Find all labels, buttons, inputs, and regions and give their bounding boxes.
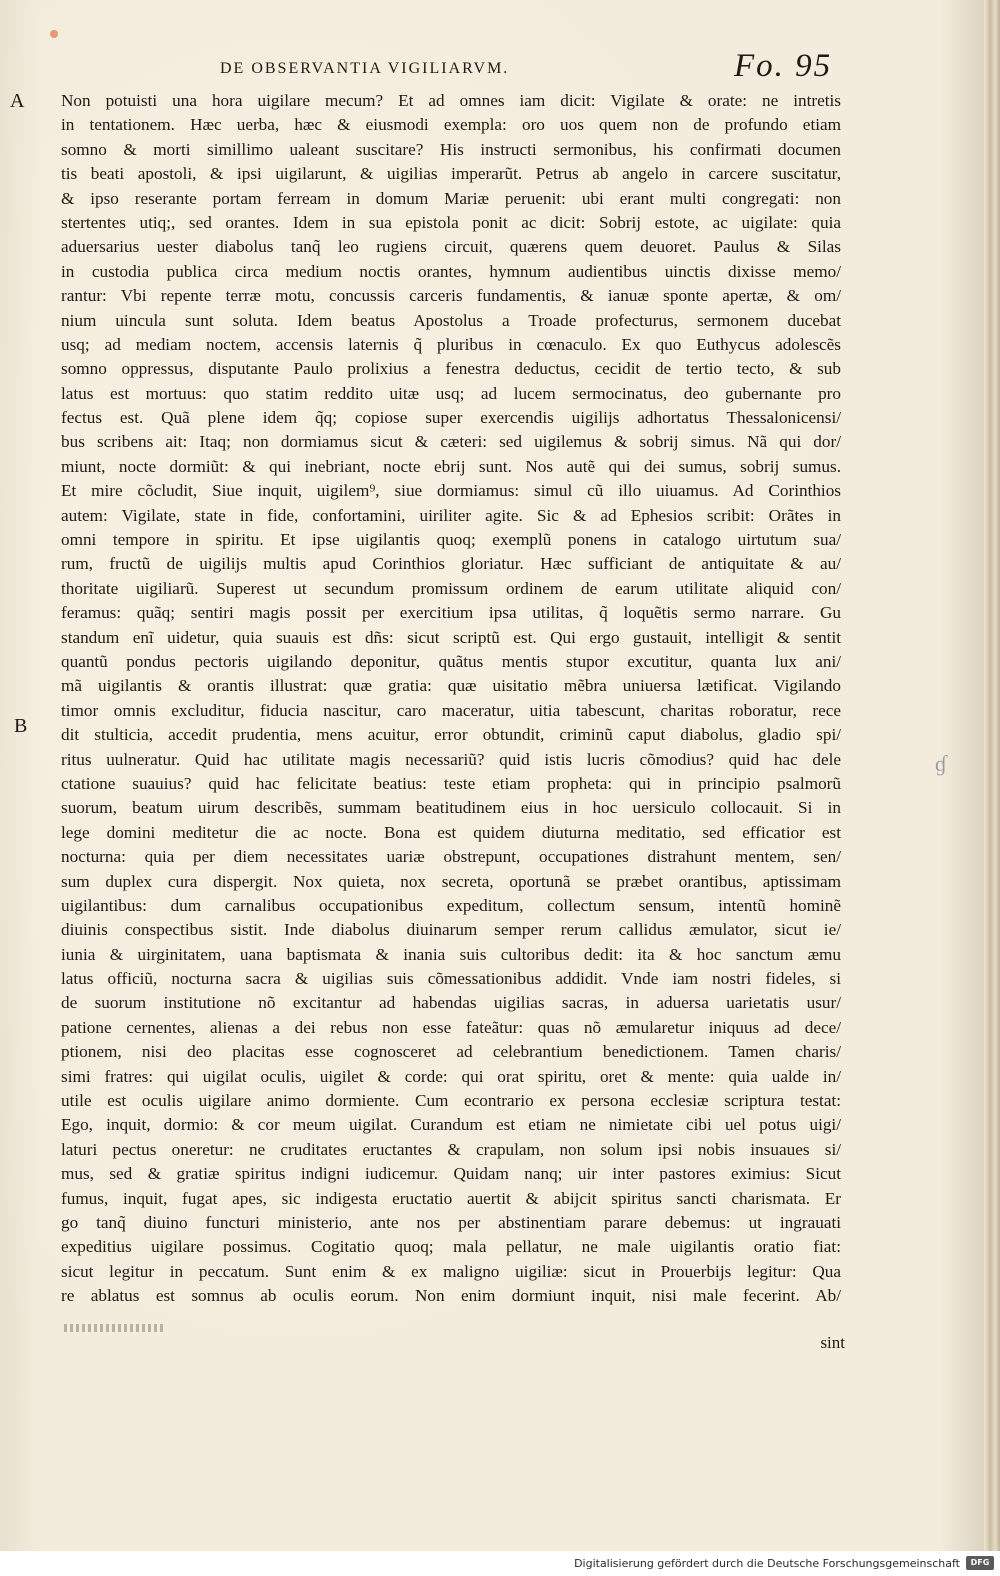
margin-mark-right: ɠ (935, 751, 946, 776)
text-line: quantũ pondus pectoris uigilando deponitur, quãtus mentis stupor excutitur, quanta lux ani/ (61, 651, 841, 671)
text-line: timor omnis excluditur, fiducia nascitur, caro maceratur, uitia tabescunt, charitas roboratur, rece (61, 700, 841, 720)
text-line: expeditius uigilare possimus. Cogitatio quoq; mala pellatur, ne male uigilantis oratio fiat: (61, 1237, 841, 1257)
text-line: utile est oculis uigilare animo dormiente. Cum econtrario ex persona ecclesiæ scriptura testat: (61, 1091, 841, 1111)
text-line: fumus, inquit, fugat apes, sic indigesta eructatio auertit & abijcit spiritus sancti charismata. Er (61, 1188, 841, 1208)
text-line: mã uigilantis & orantis illustrat: quæ gratia: quæ uisitatio mẽbra uniuersa lætificat. Vigilando (61, 676, 841, 696)
text-line: tis beati apostoli, & ipsi uigilarunt, & uigilias imperarũt. Petrus ab angelo in carcere suscitatur, (61, 164, 841, 184)
text-line: in tentationem. Hæc uerba, hæc & eiusmodi exempla: oro uos quem non de profundo etiam (61, 115, 841, 135)
text-line: autem: Vigilate, state in fide, confortamini, uiriliter agite. Sic & ad Ephesios scribit: Orãtes in (61, 505, 841, 525)
text-line: somno & morti simillimo ualeant suscitare? His instructi sermonibus, his confirmati documen (61, 139, 841, 159)
text-line: simi fratres: qui uigilat oculis, uigilet & corde: qui orat spiritu, oret & mente: quia ualde in/ (61, 1066, 841, 1086)
text-line: Et mire cõcludit, Siue inquit, uigilem⁹, siue dormiamus: simul cũ illo uiuamus. Ad Corinthios (61, 481, 841, 501)
text-line: Non potuisti una hora uigilare mecum? Et ad omnes iam dicit: Vigilate & orate: ne intretis (61, 91, 841, 110)
text-line: patione cernentes, alienas a dei rebus non esse fateãtur: quas nõ æmularetur iniquus ad dece/ (61, 1017, 841, 1037)
text-line: diuinis conspectibus sistit. Inde diabolus diuinarum semper rerum callidus æmulator, sicut ie/ (61, 920, 841, 940)
page-edge (984, 0, 1000, 1576)
text-line: mus, sed & gratiæ spiritus indigni iudicemur. Quidam nanq; uir inter pastores eximius: Sicut (61, 1164, 841, 1184)
text-line: fectus est. Quã plene idem q̃q; copiose super exercendis uigilijs adhortatus Thessalonicensi/ (61, 408, 841, 428)
text-line: ptionem, nisi deo placitas esse cognosceret ad celebrantium benedictionem. Tamen charis/ (61, 1042, 841, 1062)
text-line: thoritate uigiliarũ. Superest ut secundum promissum ordinem de earum utilitate aliquid con/ (61, 578, 841, 598)
text-line: nocturna: quia per diem necessitates uariæ obstrepunt, occupationes distrahunt mentem, sen/ (61, 847, 841, 867)
folio-number: Fo. 95 (734, 48, 833, 84)
text-line: re ablatus est somnus ab oculis eorum. Non enim dormiunt inquit, nisi male fecerint. Ab/ (61, 1286, 841, 1306)
text-line: go tanq̃ diuino functuri ministerio, ante nos per abstinentiam parare debemus: ut ingrauati (61, 1212, 841, 1232)
text-line: latus officiũ, nocturna sacra & uigilias suis cõmessationibus addidit. Vnde iam nostri fideles, si (61, 969, 841, 989)
text-line: de suorum institutione nõ excitantur ad habendas uigilias sacras, in aduersa uarietatis usur/ (61, 993, 841, 1013)
text-line: usq; ad mediam noctem, accensis laternis q̃ pluribus in cœnaculo. Ex quo Euthycus adolescẽs (61, 334, 841, 354)
catchword: sint (820, 1333, 845, 1352)
margin-letter-a: A (10, 90, 25, 112)
text-line: standum enĩ uidetur, quia suauis est dñs: sicut scriptũ est. Qui ergo gustauit, intelligit & sentit (61, 627, 841, 647)
faint-marginal-note (64, 1324, 164, 1332)
text-line: dit stulticia, accedit prudentia, mens acuitur, error obtundit, criminũ caput diabolus, gladio spi/ (61, 725, 841, 745)
text-line: miunt, nocte dormiũt: & qui inebriant, nocte ebrij sunt. Nos autẽ qui dei sumus, sobrij sumus. (61, 456, 841, 476)
text-line: rantur: Vbi repente terræ motu, concussis carceris fundamentis, & ianuæ sponte apertæ, & om/ (61, 286, 841, 306)
text-line: latus est mortuus: quo statim reddito uitæ usq; ad lucem sermocinatus, deo gubernante pro (61, 383, 841, 403)
text-line: in custodia publica circa medium noctis orantes, hymnum audientibus uinctis dixisse memo/ (61, 261, 841, 281)
text-line: sum duplex cura dispergit. Nox quieta, nox secreta, oportunã se præbet orantibus, aptissimam (61, 871, 841, 891)
ink-stain (50, 30, 58, 38)
footer-credit: Digitalisierung gefördert durch die Deutsche Forschungsgemeinschaft (574, 1557, 960, 1570)
dfg-logo: DFG (966, 1556, 994, 1570)
margin-letter-b: B (14, 715, 28, 737)
text-line: ritus uulneratur. Quid hac utilitate magis necessariũ? quid istis lucris cõmodius? quid hac dele (61, 749, 841, 769)
text-line: nium uincula sunt soluta. Idem beatus Apostolus a Troade profecturus, sermonem ducebat (61, 310, 841, 330)
running-head: DE OBSERVANTIA VIGILIARVM. (220, 60, 510, 77)
text-line: Ego, inquit, dormio: & cor meum uigilat. Curandum est etiam ne nimietate cibi uel potus uigi/ (61, 1115, 841, 1135)
text-line: & ipso reserante portam ferream in domum Mariæ peruenit: ubi erant multi congregati: non (61, 188, 841, 208)
text-line: omni tempore in spiritu. Et ipse uigilantis quoq; exemplũ ponens in catalogo uirtutum sua/ (61, 530, 841, 550)
digitization-footer (0, 1551, 1000, 1576)
text-line: iunia & uirginitatem, uana baptismata & inania suis cultoribus dedit: ita & hoc sanctum æmu (61, 944, 841, 964)
text-line: laturi pectus oneretur: ne cruditates eructantes & crapulam, non solum ipsi nobis insuaues si/ (61, 1139, 841, 1159)
text-line: lege domini meditetur die ac nocte. Bona est quidem diuturna meditatio, sed efficatior est (61, 822, 841, 842)
text-line: somno oppressus, disputante Paulo prolixius a fenestra deductus, cecidit de tertio tecto, & sub (61, 359, 841, 379)
text-line: suorum, beatum uirum describẽs, summam beatitudinem eius in hoc uersiculo collocauit. Si in (61, 798, 841, 818)
text-line: rum, fructũ de uigilijs multis apud Corinthios gloriatur. Hæc sufficiant de antiquitate & au/ (61, 554, 841, 574)
text-line: stertentes utiq;, sed orantes. Idem in sua epistola ponit ac dicit: Sobrij estote, ac uigilate: quia (61, 212, 841, 232)
text-line: ctatione suauius? quid hac felicitate beatius: teste etiam propheta: qui in principio psalmorũ (61, 773, 841, 793)
text-line: feramus: quãq; sentiri magis possit per exercitium ipsa utilitas, q̃ loquẽtis sermo narrare. Gu (61, 603, 841, 623)
text-line: aduersarius uester diabolus tanq̃ leo rugiens circuit, quærens quem deuoret. Paulus & Silas (61, 237, 841, 257)
text-line: uigilantibus: dum carnalibus occupationibus expeditum, collectum sensum, intentũ hominẽ (61, 895, 841, 915)
text-line: sicut legitur in peccatum. Sunt enim & ex maligno uigiliæ: sicut in Prouerbijs legitur: Qua (61, 1261, 841, 1281)
body-text (61, 89, 841, 1309)
text-line: bus scribens ait: Itaq; non dormiamus sicut & cæteri: sed uigilemus & sobrij simus. Nã qui dor/ (61, 432, 841, 452)
